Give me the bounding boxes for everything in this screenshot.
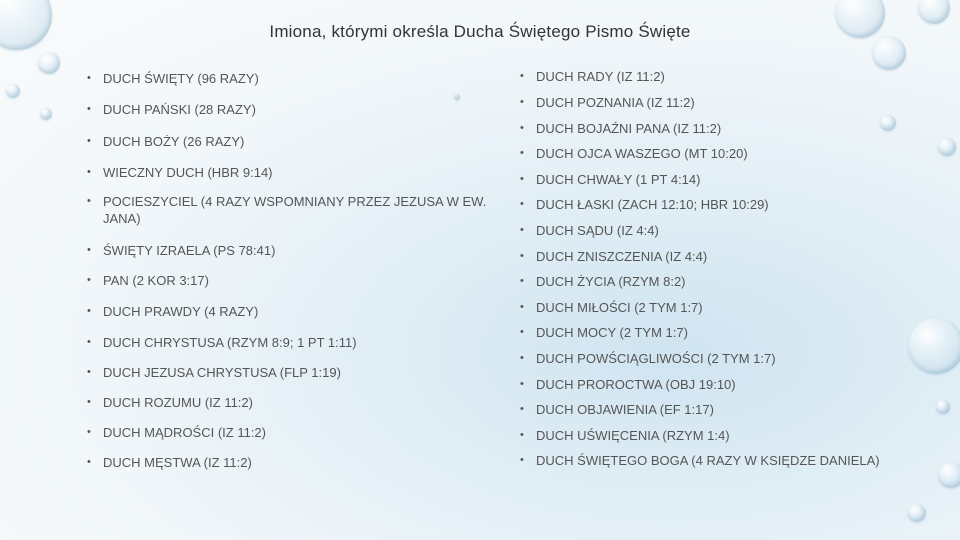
water-drop [454,94,460,100]
water-drop [38,52,60,74]
water-drop [938,462,960,488]
list-item: • DUCH RADY (IZ 11:2) [520,68,665,85]
water-drop [880,115,896,131]
list-item: • DUCH PAŃSKI (28 RAZY) [87,101,256,118]
list-item: • DUCH ROZUMU (IZ 11:2) [87,394,253,411]
water-drop [938,138,956,156]
list-item: • DUCH POWŚCIĄGLIWOŚCI (2 TYM 1:7) [520,350,776,367]
list-item: • DUCH MĘSTWA (IZ 11:2) [87,454,252,471]
list-item: • ŚWIĘTY IZRAELA (PS 78:41) [87,242,275,259]
list-item: • DUCH ZNISZCZENIA (IZ 4:4) [520,248,707,265]
water-drop [936,400,950,414]
list-item: • DUCH CHRYSTUSA (RZYM 8:9; 1 PT 1:11) [87,334,357,351]
list-item: • DUCH ŁASKI (ZACH 12:10; HBR 10:29) [520,196,769,213]
list-item: • DUCH PRAWDY (4 RAZY) [87,303,258,320]
water-drop [6,84,20,98]
list-item: • DUCH UŚWIĘCENIA (RZYM 1:4) [520,427,730,444]
water-drop [918,0,950,24]
list-item: • DUCH CHWAŁY (1 PT 4:14) [520,171,700,188]
list-item: • DUCH PROROCTWA (OBJ 19:10) [520,376,736,393]
list-item: • DUCH MĄDROŚCI (IZ 11:2) [87,424,266,441]
list-item: • DUCH JEZUSA CHRYSTUSA (FLP 1:19) [87,364,341,381]
list-item: • DUCH MOCY (2 TYM 1:7) [520,324,688,341]
list-item: • DUCH ŻYCIA (RZYM 8:2) [520,273,686,290]
list-item: • PAN (2 KOR 3:17) [87,272,209,289]
slide-title: Imiona, którymi określa Ducha Świętego Pismo Święte [269,22,691,41]
list-item: • POCIESZYCIEL (4 RAZY WSPOMNIANY PRZEZ JEZUSA W EW. JANA) [87,193,493,227]
list-item: • DUCH ŚWIĘTY (96 RAZY) [87,70,259,87]
list-item: • WIECZNY DUCH (HBR 9:14) [87,164,273,181]
list-item: • DUCH POZNANIA (IZ 11:2) [520,94,695,111]
water-drop [908,504,926,522]
list-item: • DUCH MIŁOŚCI (2 TYM 1:7) [520,299,703,316]
water-drop [908,318,960,374]
list-item: • DUCH BOJAŹNI PANA (IZ 11:2) [520,120,721,137]
water-drop [40,108,52,120]
list-item: • DUCH BOŻY (26 RAZY) [87,133,244,150]
list-item: • DUCH ŚWIĘTEGO BOGA (4 RAZY W KSIĘDZE DANIELA) [520,452,880,469]
list-item: • DUCH SĄDU (IZ 4:4) [520,222,659,239]
list-item: • DUCH OJCA WASZEGO (MT 10:20) [520,145,748,162]
list-item: • DUCH OBJAWIENIA (EF 1:17) [520,401,714,418]
